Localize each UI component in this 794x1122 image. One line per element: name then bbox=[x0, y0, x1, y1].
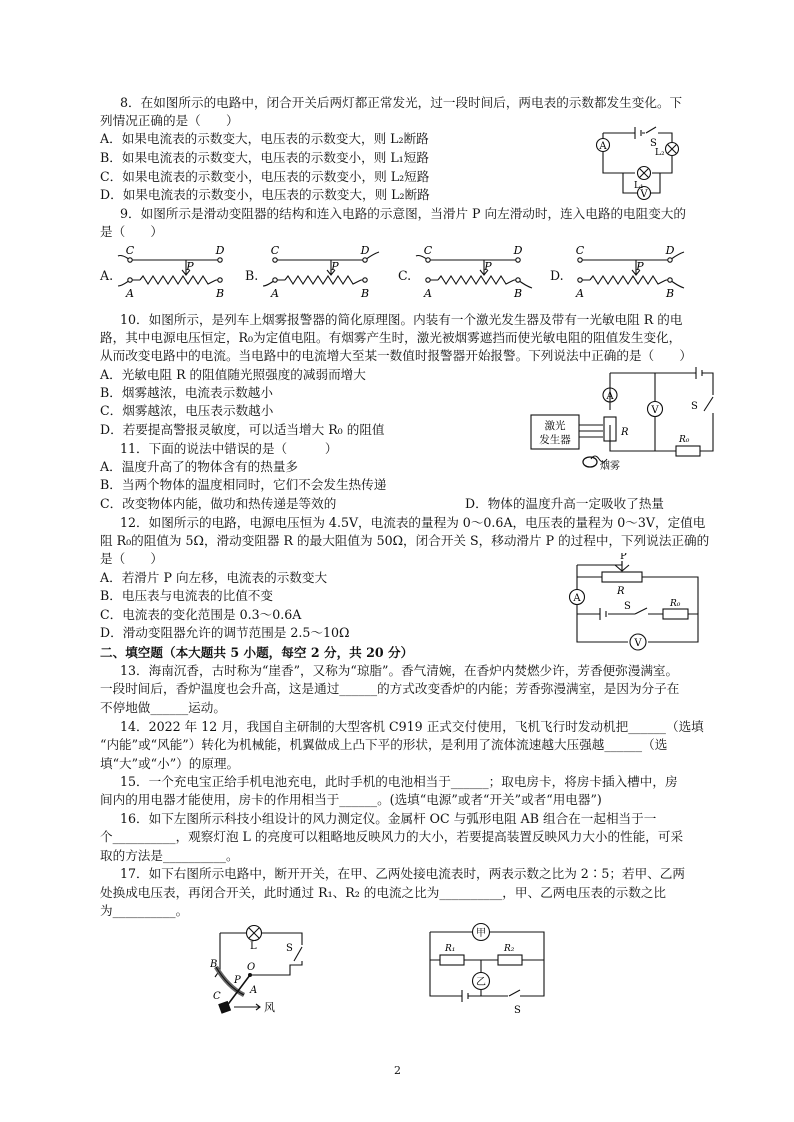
q12-r-label: R bbox=[617, 586, 625, 597]
q17-jia-meter-label: 甲 bbox=[476, 928, 486, 939]
q8-option-a[interactable]: A．如果电流表的示数变大，电压表的示数变大，则 L₂断路 bbox=[100, 131, 429, 146]
q17-yi-meter-label: 乙 bbox=[476, 977, 486, 988]
q8-stem-line2: 列情况正确的是（ ） bbox=[100, 113, 239, 128]
q9-option-c-terminal-a-label: A bbox=[424, 287, 432, 300]
q9-option-d-letter[interactable]: D. bbox=[550, 268, 564, 283]
q8-l2-label: L₂ bbox=[655, 148, 665, 158]
q8-option-c[interactable]: C．如果电流表的示数变小，电压表的示数变小，则 L₂短路 bbox=[100, 169, 430, 184]
q9-option-c-terminal-b-label: B bbox=[513, 287, 523, 300]
q16-c-label: C bbox=[213, 991, 221, 1002]
q11-option-b[interactable]: B．当两个物体的温度相同时，它们不会发生热传递 bbox=[100, 477, 387, 492]
q12-stem-line2: 阻 R₀的阻值为 5Ω，滑动变阻器 R 的最大阻值为 50Ω，闭合开关 S，移动滑片 P 的过程中，下列说法正确的 bbox=[100, 533, 710, 548]
q17-r2-label: R₂ bbox=[504, 944, 515, 954]
q12-stem-line1: 12．如图所示的电路，电源电压恒为 4.5V，电流表的量程为 0～0.6A，电压表的量程为 0～3V，定值电 bbox=[120, 515, 706, 530]
q17-line2: 处换成电压表，再闭合开关，此时通过 R₁、R₂ 的电流之比为__________，甲、乙两电压表的示数之比 bbox=[100, 885, 667, 900]
q9-option-b-terminal-a-label: A bbox=[271, 287, 279, 300]
q9-option-b-letter[interactable]: B. bbox=[245, 268, 259, 283]
q9-stem-line2: 是（ ） bbox=[100, 224, 163, 239]
q10-laser-label-line2: 发生器 bbox=[539, 434, 571, 446]
q10-circuit-figure bbox=[528, 365, 728, 473]
q15-line2: 间内的用电器才能使用，房卡的作用相当于______。(选填“电源”或者“开关”或者“用电器”) bbox=[100, 792, 602, 807]
q12-option-c[interactable]: C．电流表的变化范围是 0.3～0.6A bbox=[100, 607, 302, 622]
q8-option-d[interactable]: D．如果电流表的示数变小，电压表的示数变大，则 L₂断路 bbox=[100, 187, 430, 202]
q9-option-c-terminal-d-label: D bbox=[513, 244, 523, 257]
q9-stem-line1: 9．如图所示是滑动变阻器的结构和连入电路的示意图，当滑片 P 向左滑动时，连入电路的电阻变大的 bbox=[120, 206, 687, 221]
q9-option-a-rheostat[interactable] bbox=[116, 240, 246, 306]
q10-r0-label: R₀ bbox=[679, 435, 690, 445]
q12-option-b[interactable]: B．电压表与电流表的比值不变 bbox=[100, 588, 273, 603]
q8-stem-line1: 8．在如图所示的电路中，闭合开关后两灯都正常发光，过一段时间后，两电表的示数都发生变化。下 bbox=[120, 95, 683, 110]
q10-option-d[interactable]: D．若要提高警报灵敏度，可以适当增大 R₀ 的阻值 bbox=[100, 422, 385, 437]
q10-option-b[interactable]: B．烟雾越浓，电流表示数越小 bbox=[100, 385, 273, 400]
q13-line3: 不停地做______运动。 bbox=[100, 700, 226, 715]
q16-pivot-dot bbox=[248, 973, 252, 977]
q9-option-d-terminal-d-label: D bbox=[665, 244, 675, 257]
q10-stem-line2: 路，其中电源电压恒定，R₀为定值电阻。有烟雾产生时，激光被烟雾遮挡而使光敏电阻的阻值发生变化， bbox=[100, 330, 682, 345]
q16-line3: 取的方法是__________。 bbox=[100, 848, 239, 863]
page-number: 2 bbox=[394, 1064, 401, 1077]
q11-option-a[interactable]: A．温度升高了的物体含有的热量多 bbox=[100, 459, 299, 474]
q9-option-b-rheostat[interactable] bbox=[261, 240, 391, 306]
q10-laser-label-line1: 激光 bbox=[544, 420, 566, 432]
q12-switch-label: S bbox=[624, 601, 631, 612]
q16-wind-label: 风 bbox=[264, 1001, 275, 1014]
q10-ammeter-label: A bbox=[606, 391, 614, 402]
q8-ammeter-label: A bbox=[599, 141, 607, 152]
q9-option-b-terminal-c-label: C bbox=[270, 244, 280, 257]
q14-line3: 填“大”或“小”）的原理。 bbox=[100, 756, 240, 771]
q9-option-c-terminal-c-label: C bbox=[423, 244, 433, 257]
q17-r1-label: R₁ bbox=[445, 944, 456, 954]
q14-line1: 14．2022 年 12 月，我国自主研制的大型客机 C919 正式交付使用，飞机飞行时发动机把______（选填 bbox=[120, 719, 704, 734]
q16-line1: 16．如下左图所示科技小组设计的风力测定仪。金属杆 OC 与弧形电阻 AB 组合在一起相当于一 bbox=[120, 811, 657, 826]
q12-slider-p-label: P bbox=[620, 553, 627, 562]
q9-option-d-slider-p-label: P bbox=[636, 260, 644, 273]
q12-circuit-figure bbox=[560, 553, 710, 653]
q12-ammeter-label: A bbox=[573, 593, 581, 604]
q9-option-b-slider-p-label: P bbox=[331, 260, 339, 273]
q16-line2: 个__________，观察灯泡 L 的亮度可以粗略地反映风力的大小，若要提高装置反映风力大小的性能，可采 bbox=[100, 829, 684, 844]
q9-option-a-terminal-a-label: A bbox=[126, 287, 134, 300]
q9-option-d-rheostat[interactable] bbox=[566, 240, 696, 306]
q12-stem-line3: 是（ ） bbox=[100, 551, 163, 566]
q12-r0-label: R₀ bbox=[670, 599, 681, 609]
q10-voltmeter-label: V bbox=[651, 405, 659, 416]
q10-option-c[interactable]: C．烟雾越浓，电压表示数越小 bbox=[100, 403, 274, 418]
q9-option-b-terminal-d-label: D bbox=[360, 244, 370, 257]
q16-a-label: A bbox=[250, 985, 258, 996]
q9-option-d-terminal-a-label: A bbox=[576, 287, 584, 300]
q16-b-label: B bbox=[210, 959, 218, 970]
q16-switch-label: S bbox=[286, 943, 293, 954]
q10-option-a[interactable]: A．光敏电阻 R 的阻值随光照强度的减弱而增大 bbox=[100, 367, 366, 382]
q13-line1: 13．海南沉香，古时称为“崖香”，又称为“琼脂”。香气清婉，在香炉内焚燃少许，芳香便弥漫满室。 bbox=[120, 663, 679, 678]
q8-voltmeter-label: V bbox=[640, 189, 648, 200]
q9-option-c-letter[interactable]: C. bbox=[398, 268, 412, 283]
q8-l1-label: L₁ bbox=[634, 181, 644, 191]
q8-circuit-figure bbox=[590, 118, 690, 208]
q14-line2: “内能”或“风能”）转化为机械能，机翼做成上凸下平的形状，是利用了流体流速越大压强越______（选 bbox=[100, 737, 668, 752]
q17-switch-label: S bbox=[514, 1005, 521, 1016]
q17-line1: 17．如下右图所示电路中，断开开关，在甲、乙两处接电流表时，两表示数之比为 2∶5；若甲、乙两 bbox=[120, 866, 685, 881]
section2-heading: 二、填空题（本大题共 5 小题，每空 2 分，共 20 分） bbox=[100, 645, 414, 660]
q11-option-c[interactable]: C．改变物体内能，做功和热传递是等效的 bbox=[100, 496, 337, 511]
q9-option-a-terminal-d-label: D bbox=[215, 244, 225, 257]
q9-option-a-terminal-c-label: C bbox=[125, 244, 135, 257]
q16-p-label: P bbox=[234, 975, 241, 986]
q10-r-label: R bbox=[621, 427, 629, 438]
q9-option-a-terminal-b-label: B bbox=[215, 287, 225, 300]
q10-smoke-label: 烟雾 bbox=[600, 461, 620, 472]
q9-option-a-slider-p-label: P bbox=[186, 260, 194, 273]
q11-stem: 11．下面的说法中错误的是（ ） bbox=[120, 441, 338, 456]
q8-option-b[interactable]: B．如果电流表的示数变大，电压表的示数变小，则 L₁短路 bbox=[100, 150, 429, 165]
q9-option-d-terminal-b-label: B bbox=[665, 287, 675, 300]
q17-line3: 为__________。 bbox=[100, 903, 189, 918]
q12-voltmeter-label: V bbox=[634, 638, 642, 649]
q9-option-a-letter[interactable]: A. bbox=[100, 268, 114, 283]
q16-lamp-label: L bbox=[250, 941, 257, 952]
q12-option-d[interactable]: D．滑动变阻器允许的调节范围是 2.5～10Ω bbox=[100, 625, 350, 640]
q10-stem-line1: 10．如图所示，是列车上烟雾报警器的简化原理图。内装有一个激光发生器及带有一光敏电阻 R 的电 bbox=[120, 312, 683, 327]
q9-option-c-slider-p-label: P bbox=[484, 260, 492, 273]
q10-stem-line3: 从而改变电路中的电流。当电路中的电流增大至某一数值时报警器开始报警。下列说法中正确的是（ ） bbox=[100, 348, 692, 363]
q9-option-b-terminal-b-label: B bbox=[360, 287, 370, 300]
q10-switch-label: S bbox=[691, 401, 698, 412]
q9-option-c-rheostat[interactable] bbox=[414, 240, 544, 306]
q15-line1: 15．一个充电宝正给手机电池充电，此时手机的电池相当于______；取电房卡，将房卡插入槽中，房 bbox=[120, 774, 678, 789]
q16-wind-meter-figure bbox=[210, 925, 320, 1025]
q8-switch-label: S bbox=[650, 138, 657, 149]
q16-o-label: O bbox=[247, 962, 256, 973]
q9-option-d-terminal-c-label: C bbox=[575, 244, 585, 257]
q17-circuit-figure bbox=[420, 920, 560, 1025]
q12-option-a[interactable]: A．若滑片 P 向左移，电流表的示数变大 bbox=[100, 570, 328, 585]
q13-line2: 一段时间后，香炉温度也会升高，这是通过______的方式改变香炉的内能；芳香弥漫满室，是因为分子在 bbox=[100, 681, 680, 696]
q11-option-d[interactable]: D．物体的温度升高一定吸收了热量 bbox=[465, 496, 665, 511]
